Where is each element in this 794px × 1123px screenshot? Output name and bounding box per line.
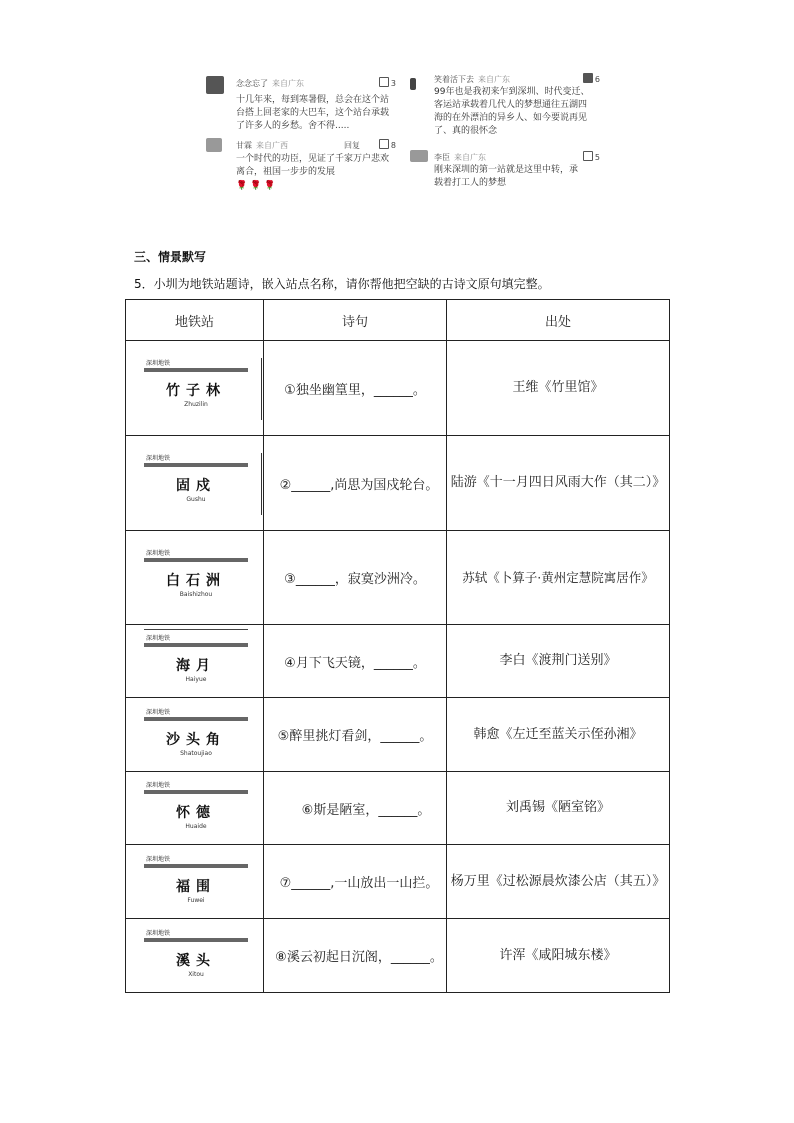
metro-logo: 深圳地铁 — [146, 635, 171, 642]
comment-location: 来自广东 — [272, 79, 304, 88]
like-count[interactable]: 3 — [379, 77, 396, 88]
comment-text: 99年也是我初来乍到深圳、时代变迁、客运站承载着几代人的梦想通往五湖四海的在外漂泊的异乡人、如今要说再见了、真的很怀念 — [434, 87, 590, 136]
thumb-up-icon — [379, 139, 389, 149]
station-name: 福围 — [176, 878, 216, 895]
station-sign — [144, 776, 250, 840]
station-pinyin: Gushu — [186, 496, 206, 503]
station-name: 白石洲 — [166, 572, 226, 589]
rose-emojis: 🌹🌹🌹 — [236, 181, 279, 191]
station-sign — [144, 544, 250, 612]
table-row — [126, 531, 670, 625]
station-cell — [126, 625, 264, 698]
comment-author: 甘霖 — [236, 141, 252, 150]
station-sign — [144, 703, 250, 767]
station-cell — [126, 919, 264, 993]
thumb-up-icon — [379, 77, 389, 87]
avatar — [206, 76, 224, 94]
comment-item — [206, 138, 396, 204]
station-name: 竹子林 — [166, 383, 226, 399]
station-pinyin: Xitou — [188, 970, 204, 978]
station-cell — [126, 698, 264, 772]
station-pinyin: Fuwei — [187, 896, 205, 904]
metro-logo: 深圳地铁 — [146, 855, 171, 863]
source-cell: 苏轼《卜算子·黄州定慧院寓居作》 — [447, 531, 670, 625]
comment-location: 来自广西 — [256, 141, 288, 150]
metro-logo: 深圳地铁 — [146, 708, 171, 716]
station-sign — [144, 924, 250, 988]
poem-cell: ①独坐幽篁里，______。 — [264, 341, 447, 436]
source-cell: 陆游《十一月四日风雨大作（其二）》 — [447, 436, 670, 531]
station-pinyin: Huaide — [185, 823, 207, 830]
table-row — [126, 698, 670, 772]
like-count[interactable]: 5 — [583, 151, 600, 162]
station-name: 怀德 — [176, 805, 216, 821]
section-title: 三、情景默写 — [134, 250, 207, 264]
comment-location: 来自广东 — [478, 75, 510, 84]
comment-text: 刚来深圳的第一站就是这里中转，承载着打工人的梦想 — [434, 165, 579, 188]
poem-cell: ③______，寂寞沙洲冷。 — [264, 531, 447, 625]
station-sign — [144, 449, 250, 517]
station-cell — [126, 341, 264, 436]
source-cell: 杨万里《过松源晨炊漆公店（其五）》 — [447, 845, 670, 919]
station-sign — [144, 354, 250, 422]
avatar — [206, 138, 222, 152]
source-cell: 许浑《咸阳城东楼》 — [447, 919, 670, 993]
avatar — [410, 150, 428, 162]
poem-cell: ④月下飞天镜，______。 — [264, 625, 447, 698]
poem-cell: ⑥斯是陋室，______。 — [264, 772, 447, 845]
station-sign — [144, 629, 250, 693]
comments-image — [206, 70, 600, 205]
station-name: 海月 — [176, 658, 216, 674]
table-row — [126, 625, 670, 698]
station-name: 溪头 — [176, 952, 216, 969]
metro-logo: 深圳地铁 — [146, 360, 171, 367]
table-row — [126, 919, 670, 993]
station-pinyin: Haiyue — [185, 676, 207, 683]
reply-button[interactable]: 回复 — [344, 141, 360, 150]
comment-item — [410, 150, 600, 200]
station-pinyin: Zhuzilin — [184, 401, 208, 408]
thumb-up-icon — [583, 73, 593, 83]
metro-logo: 深圳地铁 — [146, 455, 171, 462]
table-row — [126, 845, 670, 919]
comment-author: 笑着活下去 — [434, 75, 474, 84]
comment-item — [206, 76, 396, 142]
poem-cell: ⑤醉里挑灯看剑，______。 — [264, 698, 447, 772]
question-text: 5．小圳为地铁站题诗，嵌入站点名称，请你帮他把空缺的古诗文原句填完整。 — [134, 277, 550, 291]
comment-text: 十几年来，每到寒暑假，总会在这个站台搭上回老家的大巴车，这个站台承载了许多人的乡愁。舍不得..... — [236, 95, 390, 131]
source-cell: 刘禹锡《陋室铭》 — [447, 772, 670, 845]
station-name: 固戍 — [176, 478, 216, 494]
table-row — [126, 436, 670, 531]
source-cell: 李白《渡荆门送别》 — [447, 625, 670, 698]
station-name: 沙头角 — [166, 731, 226, 748]
station-cell — [126, 531, 264, 625]
column-header-poem: 诗句 — [264, 300, 447, 341]
table-row — [126, 341, 670, 436]
comment-author: 李臣 — [434, 153, 450, 162]
table-row — [126, 772, 670, 845]
station-sign — [144, 850, 250, 914]
comment-text: 一个时代的功臣，见证了千家万户悲欢离合，祖国一步步的发展 — [236, 154, 390, 177]
comment-author: 念念忘了 — [236, 79, 268, 88]
metro-logo: 深圳地铁 — [146, 782, 171, 789]
station-cell — [126, 772, 264, 845]
metro-logo: 深圳地铁 — [146, 549, 171, 557]
column-header-source: 出处 — [447, 300, 670, 341]
poem-table — [125, 299, 670, 993]
metro-logo: 深圳地铁 — [146, 929, 171, 937]
station-cell — [126, 845, 264, 919]
comment-item — [410, 72, 600, 152]
station-pinyin: Shatoujiao — [180, 749, 212, 757]
comment-location: 来自广东 — [454, 153, 486, 162]
poem-cell: ⑧溪云初起日沉阁，______。 — [264, 919, 447, 993]
column-header-station: 地铁站 — [126, 300, 264, 341]
thumb-up-icon — [583, 151, 593, 161]
like-count[interactable]: 8 — [379, 139, 396, 150]
avatar — [410, 78, 416, 90]
station-cell — [126, 436, 264, 531]
like-count[interactable]: 6 — [583, 73, 600, 84]
station-pinyin: Baishizhou — [179, 590, 213, 598]
poem-cell: ②______,尚思为国戍轮台。 — [264, 436, 447, 531]
source-cell: 王维《竹里馆》 — [447, 341, 670, 436]
table-header-row — [126, 300, 670, 341]
poem-cell: ⑦______,一山放出一山拦。 — [264, 845, 447, 919]
source-cell: 韩愈《左迁至蓝关示侄孙湘》 — [447, 698, 670, 772]
